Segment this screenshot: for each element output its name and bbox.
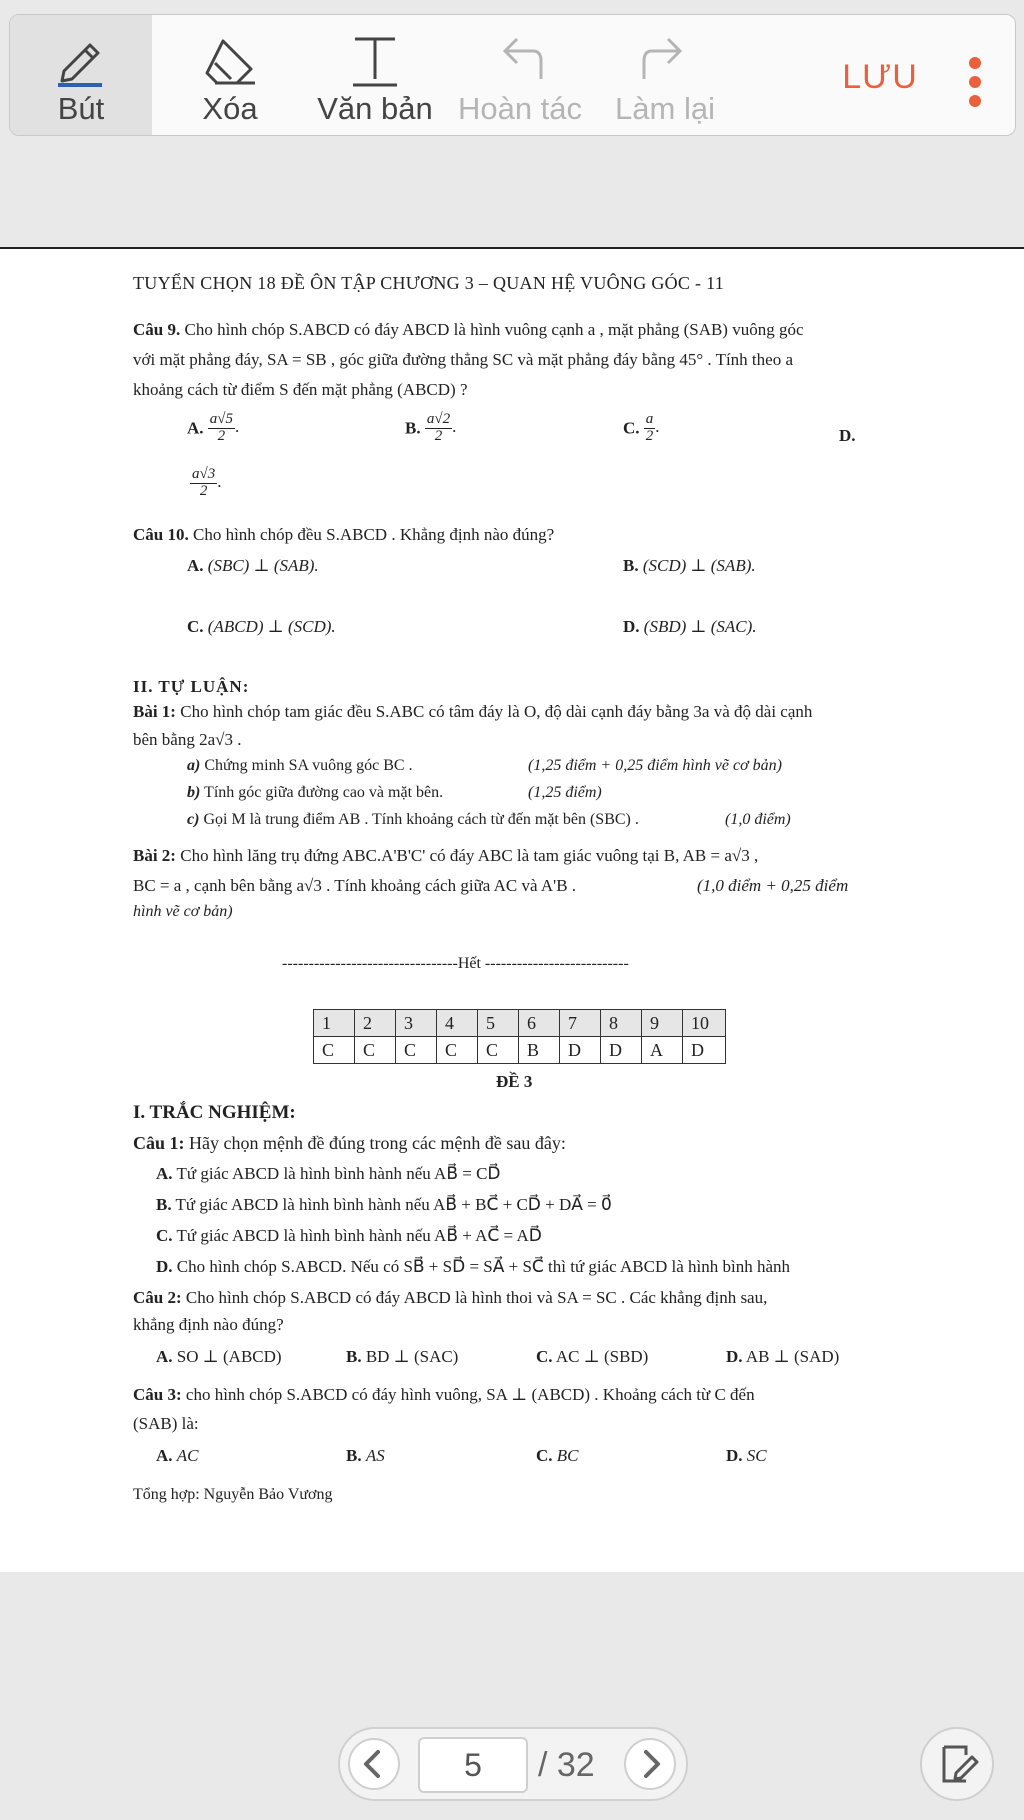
- de3-q3-option-a: A. AC: [156, 1446, 199, 1465]
- q9-option-b: B. $\frac{a√2}{2}$ .: [405, 411, 457, 444]
- text-tool-button[interactable]: [305, 15, 445, 135]
- redo-icon: [638, 33, 692, 87]
- bai-1-part-b: b) Tính góc giữa đường cao và mặt bên.: [187, 784, 444, 801]
- answer-number-cell: 1: [314, 1010, 355, 1037]
- answer-table-header-row: [314, 1010, 726, 1037]
- bai-2-line-2: BC = a , cạnh bên bằng a√3 . Tính khoảng cách giữa AC và A'B .: [133, 876, 577, 895]
- save-button[interactable]: LƯU: [842, 58, 918, 96]
- answer-key-cell: C: [396, 1037, 437, 1064]
- de3-q3-option-d: D. SC: [726, 1446, 767, 1465]
- de3-q2-option-a: A. SO ⊥ (ABCD): [156, 1347, 282, 1366]
- answer-key-cell: D: [683, 1037, 726, 1064]
- bai-2-line-1: Bài 2: Cho hình lăng trụ đứng ABC.A'B'C' có đáy ABC là tam giác vuông tại B, AB = a√3 ,: [133, 846, 759, 865]
- q9-option-c: C. $\frac{a}{2}$ .: [623, 411, 660, 444]
- bai-1-line-2: bên bằng 2a√3 .: [133, 730, 242, 749]
- answer-number-cell: 7: [560, 1010, 601, 1037]
- de3-q1-option-a: A. Tứ giác ABCD là hình bình hành nếu AB⃗ = CD⃗: [156, 1164, 501, 1183]
- de3-q1-option-c: C. Tứ giác ABCD là hình bình hành nếu AB⃗ + AC⃗ = AD⃗: [156, 1226, 542, 1245]
- eraser-icon: [201, 33, 259, 87]
- answer-key-cell: D: [560, 1037, 601, 1064]
- answer-number-cell: 3: [396, 1010, 437, 1037]
- q10-option-b: B. (SCD) ⊥ (SAB).: [623, 556, 756, 575]
- q9-option-d-value: $\frac{a√3}{2}$ .: [192, 466, 222, 499]
- de3-q2-option-c: C. AC ⊥ (SBD): [536, 1347, 649, 1366]
- q10-option-c: C. (ABCD) ⊥ (SCD).: [187, 617, 336, 636]
- de3-question-1: Câu 1: Hãy chọn mệnh đề đúng trong các mệnh đề sau đây:: [133, 1133, 566, 1153]
- q10-option-d: D. (SBD) ⊥ (SAC).: [623, 617, 757, 636]
- question-9-line-2: với mặt phẳng đáy, SA = SB , góc giữa đường thẳng SC và mặt phẳng đáy bằng 45° . Tính theo a: [133, 350, 793, 369]
- undo-icon: [493, 33, 547, 87]
- erase-tool-button[interactable]: [165, 15, 295, 135]
- next-page-button[interactable]: [624, 1738, 676, 1790]
- page-total: / 32: [538, 1746, 595, 1784]
- bai-1-part-a: a) Chứng minh SA vuông góc BC .: [187, 757, 413, 774]
- edit-document-button[interactable]: [920, 1727, 994, 1801]
- bai-2-score: (1,0 điểm + 0,25 điểm: [697, 876, 849, 895]
- answer-number-cell: 9: [642, 1010, 683, 1037]
- question-9-line-3: khoảng cách từ điểm S đến mặt phẳng (ABCD) ?: [133, 380, 468, 399]
- bai-1-part-a-score: (1,25 điểm + 0,25 điểm hình vẽ cơ bản): [528, 757, 782, 774]
- edit-document-icon: [922, 1729, 992, 1799]
- bai-2-line-3: hình vẽ cơ bản): [133, 903, 233, 920]
- answer-table-key-row: [314, 1037, 726, 1064]
- pen-tool-button[interactable]: [10, 15, 152, 135]
- answer-number-cell: 10: [683, 1010, 726, 1037]
- erase-tool-label: Xóa: [202, 91, 258, 126]
- de3-question-2-line-1: Câu 2: Cho hình chóp S.ABCD có đáy ABCD là hình thoi và SA = SC . Các khẳng định sau,: [133, 1288, 768, 1307]
- answer-key-cell: C: [478, 1037, 519, 1064]
- page-navigator: [338, 1727, 688, 1801]
- document-page[interactable]: [0, 247, 1024, 1572]
- end-line: ---------------------------------Hết ---------------------------: [282, 955, 629, 972]
- answer-number-cell: 8: [601, 1010, 642, 1037]
- q10-option-a: A. (SBC) ⊥ (SAB).: [187, 556, 319, 575]
- answer-key-cell: C: [314, 1037, 355, 1064]
- answer-key-cell: D: [601, 1037, 642, 1064]
- multiple-choice-heading: I. TRẮC NGHIỆM:: [133, 1102, 296, 1123]
- de3-q2-option-b: B. BD ⊥ (SAC): [346, 1347, 459, 1366]
- de3-question-3-line-1: Câu 3: cho hình chóp S.ABCD có đáy hình vuông, SA ⊥ (ABCD) . Khoảng cách từ C đến: [133, 1385, 755, 1404]
- page-header: TUYỂN CHỌN 18 ĐỀ ÔN TẬP CHƯƠNG 3 – QUAN HỆ VUÔNG GÓC - 11: [133, 273, 725, 293]
- text-tool-label: Văn bản: [317, 91, 433, 126]
- de3-question-3-line-2: (SAB) là:: [133, 1414, 199, 1433]
- chevron-right-icon: [626, 1740, 674, 1788]
- pen-icon: [54, 33, 108, 87]
- de3-question-2-line-2: khẳng định nào đúng?: [133, 1315, 284, 1334]
- question-10-line: Câu 10. Cho hình chóp đều S.ABCD . Khẳng định nào đúng?: [133, 525, 555, 544]
- question-9-line-1: Câu 9. Cho hình chóp S.ABCD có đáy ABCD là hình vuông cạnh a , mặt phẳng (SAB) vuông góc: [133, 320, 804, 339]
- bai-1-line-1: Bài 1: Cho hình chóp tam giác đều S.ABC có tâm đáy là O, độ dài cạnh đáy bằng 3a và độ dài cạnh: [133, 702, 813, 721]
- answer-number-cell: 2: [355, 1010, 396, 1037]
- answer-key-cell: C: [437, 1037, 478, 1064]
- answer-key-cell: B: [519, 1037, 560, 1064]
- answer-key-cell: A: [642, 1037, 683, 1064]
- annotation-toolbar: [9, 14, 1016, 136]
- q9-option-a: A. $\frac{a√5}{2}$ .: [187, 411, 240, 444]
- answer-number-cell: 4: [437, 1010, 478, 1037]
- previous-page-button[interactable]: [348, 1738, 400, 1790]
- de-3-title: ĐỀ 3: [496, 1072, 533, 1091]
- bai-1-part-c: c) Gọi M là trung điểm AB . Tính khoảng cách từ đến mặt bên (SBC) .: [187, 811, 639, 828]
- chevron-left-icon: [350, 1740, 398, 1788]
- bai-1-part-c-score: (1,0 điểm): [725, 811, 791, 828]
- redo-label: Làm lại: [615, 91, 715, 126]
- text-icon: [349, 33, 401, 87]
- de3-q3-option-c: C. BC: [536, 1446, 579, 1465]
- more-options-button[interactable]: [950, 15, 1000, 135]
- page-footer: Tổng hợp: Nguyễn Bảo Vương: [133, 1486, 333, 1503]
- pen-tool-label: Bút: [57, 91, 105, 126]
- answer-number-cell: 6: [519, 1010, 560, 1037]
- undo-label: Hoàn tác: [457, 91, 583, 126]
- answer-number-cell: 5: [478, 1010, 519, 1037]
- undo-button[interactable]: [450, 15, 590, 135]
- bai-1-part-b-score: (1,25 điểm): [528, 784, 602, 801]
- q9-option-d-label: D.: [839, 426, 856, 445]
- de3-q3-option-b: B. AS: [346, 1446, 385, 1465]
- de3-q1-option-b: B. Tứ giác ABCD là hình bình hành nếu AB⃗ + BC⃗ + CD⃗ + DA⃗ = 0⃗: [156, 1195, 612, 1214]
- de3-q2-option-d: D. AB ⊥ (SAD): [726, 1347, 840, 1366]
- de3-q1-option-d: D. Cho hình chóp S.ABCD. Nếu có SB⃗ + SD⃗ = SA⃗ + SC⃗ thì tứ giác ABCD là hình bình hành: [156, 1257, 791, 1276]
- redo-button[interactable]: [600, 15, 730, 135]
- answer-key-table: [313, 1009, 726, 1064]
- page-number-input[interactable]: 5: [418, 1737, 528, 1793]
- answer-key-cell: C: [355, 1037, 396, 1064]
- essay-heading: II. TỰ LUẬN:: [133, 677, 250, 696]
